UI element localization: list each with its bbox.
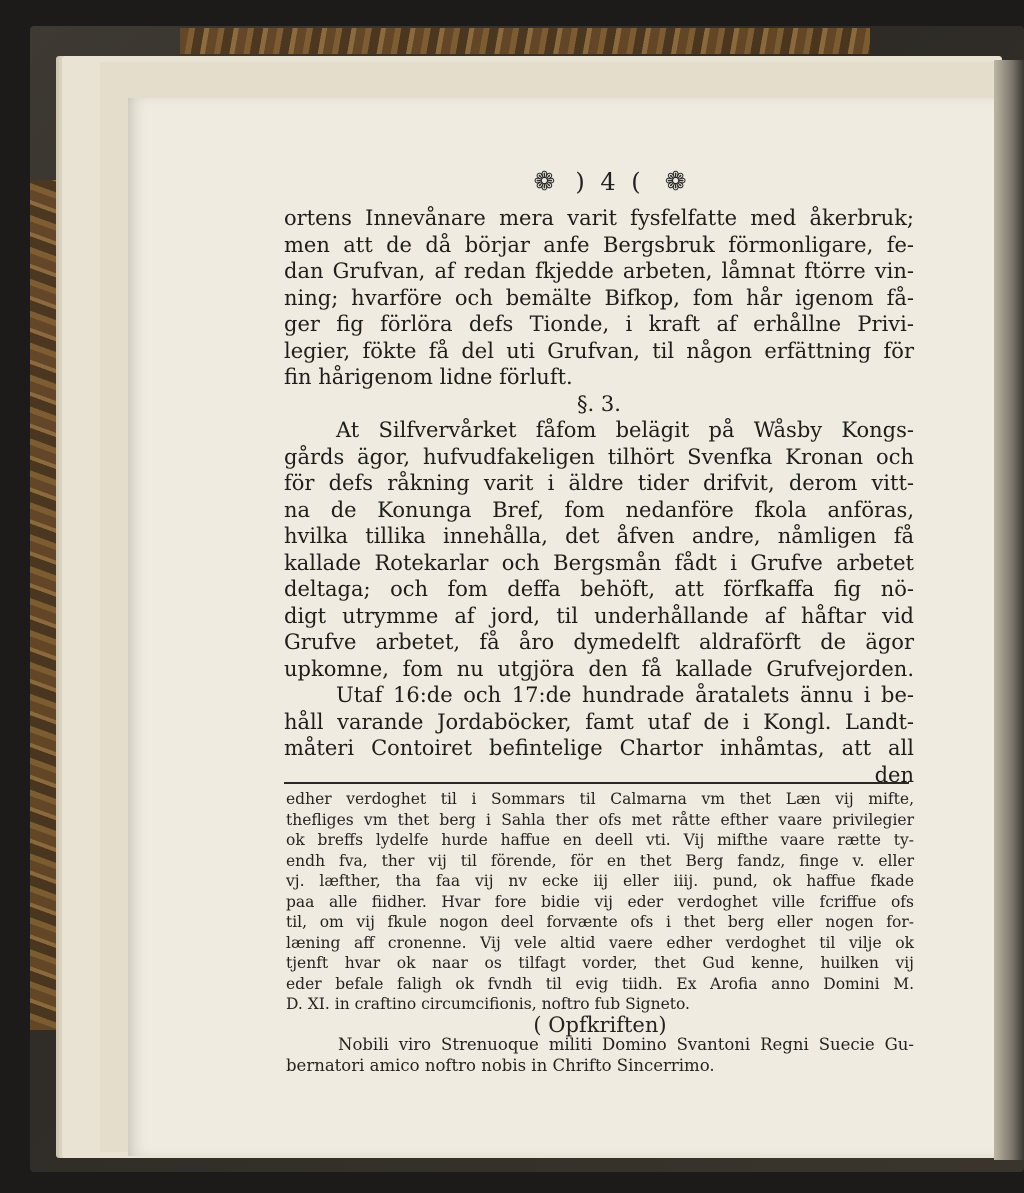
text-line: deltaga; och fom deffa behöft, att förfkaffa fig nö- [284, 577, 914, 601]
text-line: måteri Contoiret befintelige Chartor inhåmtas, att all [284, 736, 914, 760]
footnote-line: paa alle fiidher. Hvar fore bidie vij eder verdoghet ville fcriffue ofs [286, 892, 914, 911]
text-line: dan Grufvan, af redan fkjedde arbeten, låmnat ftörre vin- [284, 259, 914, 283]
footnote-line: endh fva, ther vij til förende, för en thet Berg fandz, finge v. eller [286, 851, 914, 870]
text-line: At Silfvervårket fåfom belägit på Wåsby Kongs- [336, 418, 914, 442]
section-number: §. 3. [577, 391, 621, 416]
footnote-line: D. XI. in craftino circumcifionis, noftro fub Signeto. [286, 995, 690, 1013]
text-line: digt utrymme af jord, til underhållande af håftar vid [284, 603, 914, 628]
address-line: Nobili viro Strenuoque militi Domino Svantoni Regni Suecie Gu- [338, 1035, 914, 1054]
text-line: gårds ägor, hufvudfakeligen tilhört Svenfka Kronan och [284, 444, 914, 469]
footnote-divider [284, 782, 909, 784]
text-line: hvilka tillika innehålla, det åfven andre, nåmligen få [284, 524, 914, 548]
address-line: bernatori amico noftro nobis in Chrifto Sincerrimo. [286, 1055, 715, 1075]
catchword: den [874, 762, 914, 787]
text-line: håll varande Jordaböcker, famt utaf de i Kongl. Landt- [284, 709, 914, 734]
subheading: ( Opfkriften) [533, 1012, 667, 1037]
text-line: Utaf 16:de och 17:de hundrade åratalets ännu i be- [336, 683, 914, 707]
marbled-cover-edge-top [180, 28, 870, 54]
text-line: na de Konunga Bref, fom nedanföre fkola anföras, [284, 497, 914, 522]
text-line: kallade Rotekarlar och Bergsmån fådt i Grufve arbetet [284, 550, 914, 575]
footnote-line: til, om vij fkule nogon deel forvænte ofs i thet berg eller nogen for- [286, 913, 914, 931]
text-line: Grufve arbetet, få åro dymedelft aldraförft de ägor [284, 630, 914, 654]
page-header [470, 162, 750, 202]
text-line: ger fig förlöra defs Tionde, i kraft af erhållne Privi- [284, 312, 914, 336]
text-line: fin hårigenom lidne förluft. [284, 365, 573, 389]
text-line: ortens Innevånare mera varit fysfelfatte med åkerbruk; [284, 206, 914, 230]
body-text [284, 205, 914, 788]
fleuron-icon: ❁ [533, 167, 556, 197]
footnote-line: læning aff cronenne. Vij vele altid vaere edher verdoghet til vilje ok [286, 933, 914, 952]
footnote-line: vj. læfther, tha faa vij nv ecke iij eller iiij. pund, ok haffue fkade [286, 872, 914, 890]
text-line: för defs råkning varit i äldre tider drifvit, derom vitt- [284, 471, 914, 495]
text-line: men att de då börjar anfe Bergsbruk förmonligare, fe- [284, 232, 914, 257]
footnote-line: tjenft hvar ok naar os tilfagt vorder, thet Gud kenne, huilken vij [286, 954, 914, 972]
fleuron-icon: ❁ [664, 167, 687, 197]
footnote-line: thefliges vm thet berg i Sahla ther ofs met råtte efther vaare privilegier [286, 810, 914, 829]
footnote-line: edher verdoghet til i Sommars til Calmarna vm thet Læn vij mifte, [286, 790, 914, 808]
footnote-line: eder befale faligh ok fvndh til evig tiidh. Ex Arofia anno Domini M. [286, 974, 914, 993]
text-line: upkomne, fom nu utgjöra den få kallade Grufvejorden. [284, 656, 914, 681]
page-number: ) 4 ( [575, 168, 645, 196]
footnote [286, 789, 914, 1076]
text-line: legier, fökte få del uti Grufvan, til någon erfättning för [284, 338, 914, 363]
page-gutter-shadow [994, 60, 1024, 1160]
marbled-cover-edge-left [30, 180, 60, 1030]
text-line: ning; hvarföre och bemälte Bifkop, fom hår igenom få- [284, 285, 914, 310]
footnote-line: ok breffs lydelfe hurde haffue en deell vti. Vij mifthe vaare rætte ty- [286, 831, 914, 849]
